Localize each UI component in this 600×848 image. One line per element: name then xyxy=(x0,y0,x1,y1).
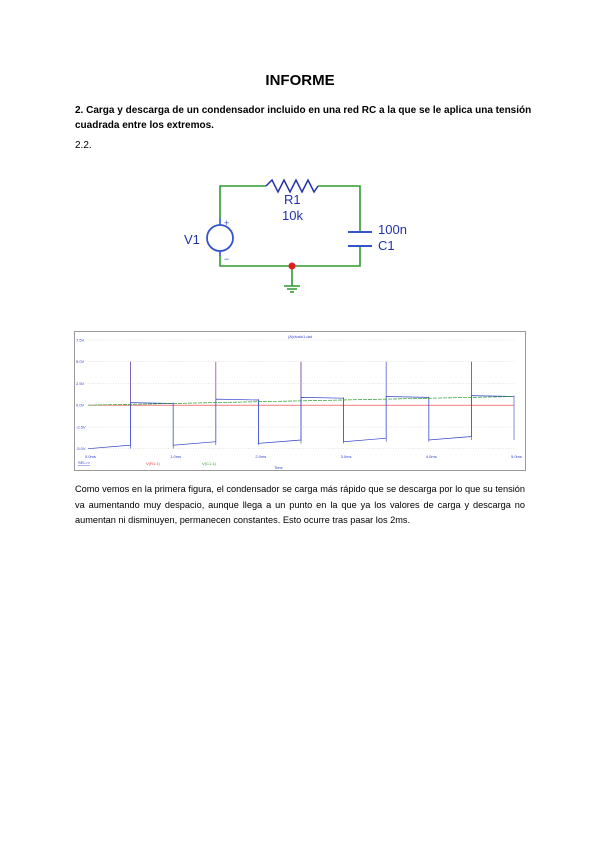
y-tick-label: 2.5V xyxy=(76,380,85,386)
x-tick-label: 5.0ms xyxy=(511,454,522,459)
section-number: 2. xyxy=(75,105,84,116)
y-tick-label: 0.0V xyxy=(76,402,85,408)
legend-series-c1: V(C1:1) xyxy=(202,461,216,466)
rc-circuit-diagram xyxy=(180,168,430,298)
plot-title: (A)dvalo1.dat xyxy=(288,334,312,339)
resistor-name: R1 xyxy=(284,192,301,207)
node-dot xyxy=(289,263,296,270)
legend-title: SEL>> xyxy=(78,460,91,465)
section-text: Carga y descarga de un condensador incluido en una red RC a la que se le aplica una tensión cuadrada entre los extremos. xyxy=(75,105,532,131)
x-tick-label: 4.0ms xyxy=(425,454,437,459)
y-tick-label: -2.5V xyxy=(76,424,86,430)
x-axis-label: Time xyxy=(274,465,283,470)
subsection-number: 2.2. xyxy=(75,140,92,151)
legend-series-r1: V(R1:1) xyxy=(146,461,160,466)
x-tick-label: 3.0ms xyxy=(340,454,352,459)
y-tick-label: -5.0V xyxy=(76,446,86,452)
capacitor-name: C1 xyxy=(378,238,395,253)
x-tick-label: 0.0ms xyxy=(85,454,96,459)
resistor-value: 10k xyxy=(282,208,303,223)
source-plus-sign: + xyxy=(224,218,230,228)
ground-symbol xyxy=(284,286,300,292)
capacitor-c1 xyxy=(348,232,372,246)
y-tick-label: 7.5V xyxy=(76,337,85,343)
source-minus-sign: − xyxy=(224,254,230,264)
body-paragraph: Como vemos en la primera figura, el condensador se carga más rápido que se descarga por lo que su tensión va aumentando muy despacio, aunque llega a un punto en la que ya los valores de carga y descarga no aumentan ni disminuyen, permanecen constantes. Esto ocurre tras pasar los 2ms. xyxy=(75,484,525,526)
page-title: INFORME xyxy=(265,72,335,89)
section-heading xyxy=(75,103,535,133)
x-tick-label: 1.0ms xyxy=(170,454,182,459)
simulation-plot xyxy=(74,331,526,471)
x-tick-label: 2.0ms xyxy=(255,454,267,459)
source-name: V1 xyxy=(184,232,200,247)
resistor-r1 xyxy=(266,180,318,192)
y-tick-label: 5.0V xyxy=(76,359,85,365)
capacitor-value: 100n xyxy=(378,222,407,237)
